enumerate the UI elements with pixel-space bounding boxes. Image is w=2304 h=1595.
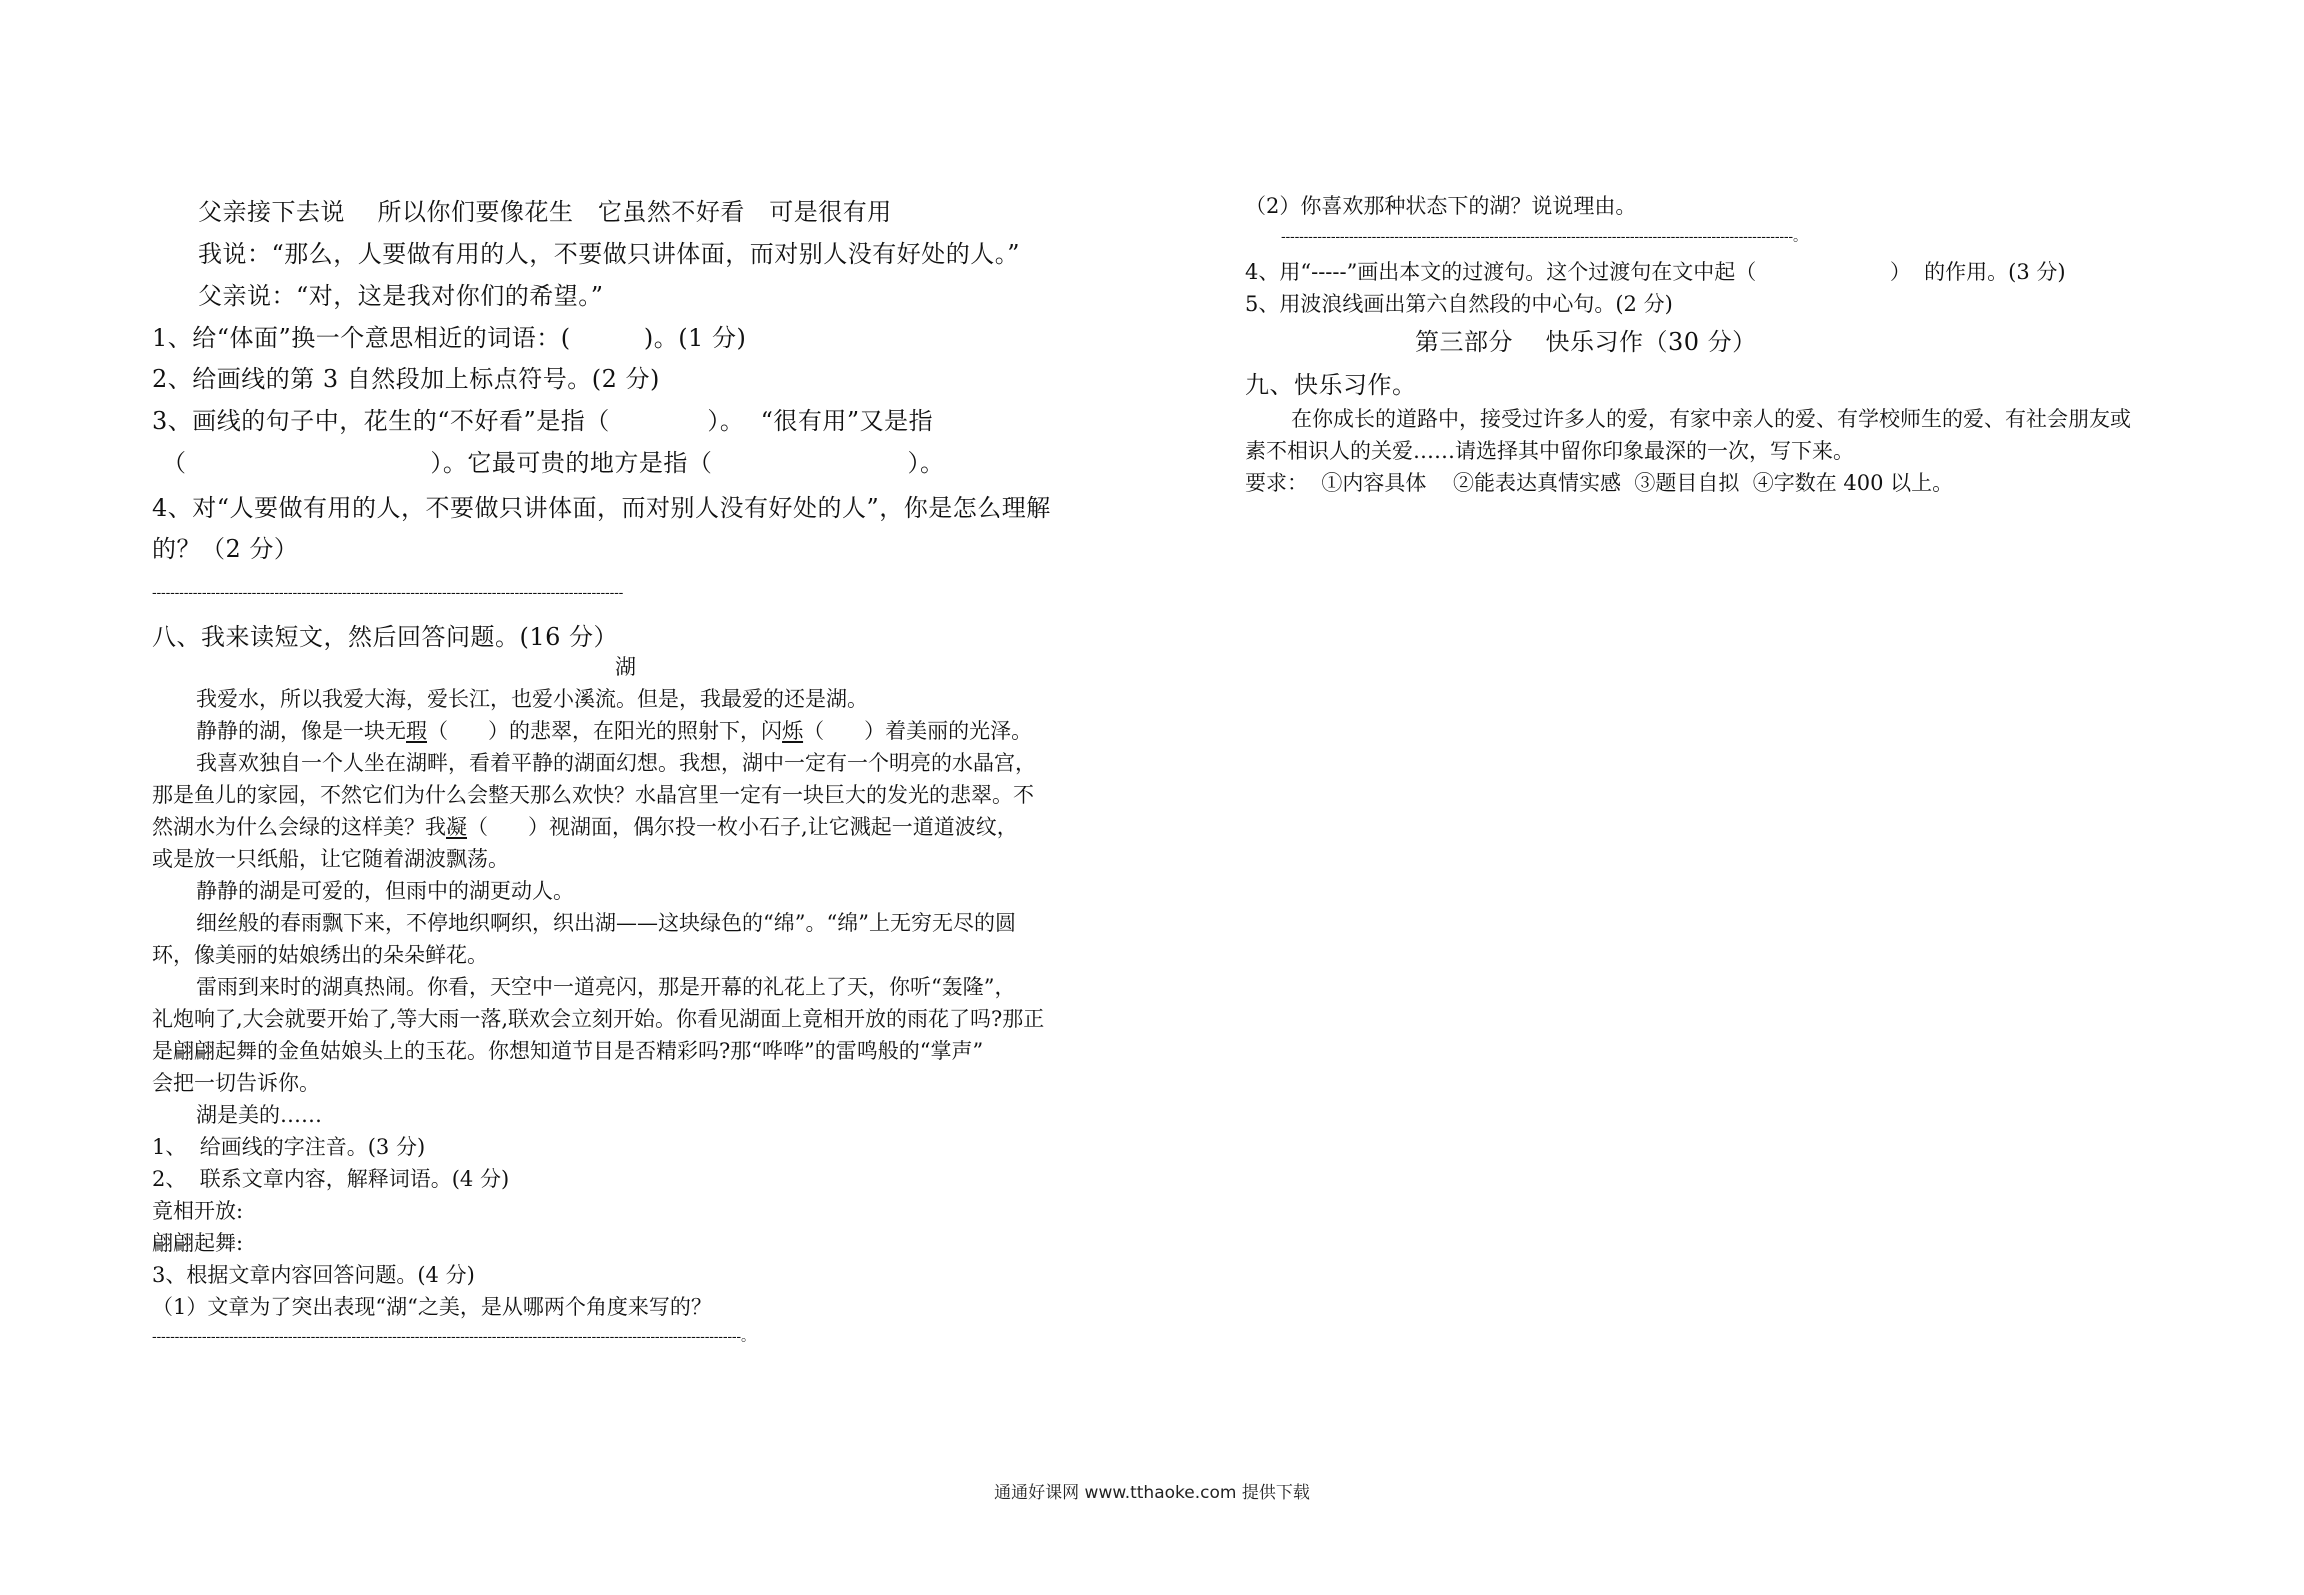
section-8-question-2: 2、 联系文章内容，解释词语。(4 分) [152,1167,510,1191]
underlined-char-shuo: 烁 [782,719,804,743]
underlined-char-ning: 凝 [446,815,467,839]
answer-dash-line-3: -----------------------------------------------------------------------------------------------------------------。 [1281,229,1807,245]
answer-dash-line-1: -------------------------------------------------------------------------------------------------------- [152,585,624,601]
left-column [150,0,1080,1595]
section-8-question-5: 5、用波浪线画出第六自然段的中心句。(2 分) [1245,292,1673,316]
question-a-2: 2、给画线的第 3 自然段加上标点符号。(2 分) [152,365,660,393]
article-paragraph-7: 湖是美的…… [196,1103,322,1127]
passage-line-2: 我说：“那么，人要做有用的人，不要做只讲体面，而对别人没有好处的人。” [198,240,1021,268]
section-8-question-3-1: （1）文章为了突出表现“湖“之美，是从哪两个角度来写的？ [152,1295,712,1319]
article-paragraph-5-line-1: 细丝般的春雨飘下来，不停地织啊织，织出湖——这块绿色的“绵”。“绵”上无穷无尽的圆 [196,911,1016,935]
article-paragraph-3-line-1: 我喜欢独自一个人坐在湖畔，看着平静的湖面幻想。我想，湖中一定有一个明亮的水晶宫， [196,751,1036,775]
article-paragraph-1: 我爱水，所以我爱大海，爱长江，也爱小溪流。但是，我最爱的还是湖。 [196,687,868,711]
article-paragraph-5-line-2: 环，像美丽的姑娘绣出的朵朵鲜花。 [152,943,488,967]
paragraph-3-text-b: （ ）视湖面，偶尔投一枚小石子,让它溅起一道道波纹， [467,815,1018,839]
paragraph-2-text-b: （ ）的悲翠，在阳光的照射下，闪 [427,719,783,743]
article-paragraph-3-line-2: 那是鱼儿的家园，不然它们为什么会整天那么欢快？水晶宫里一定有一块巨大的发光的悲翠。不 [152,783,1034,807]
article-paragraph-6-line-3: 是翩翩起舞的金鱼姑娘头上的玉花。你想知道节目是否精彩吗?那“哗哗”的雷鸣般的“掌声” [152,1039,984,1063]
part-3-title: 第三部分 快乐习作（30 分） [1415,328,1757,356]
page-footer: 通通好课网 www.tthaoke.com 提供下载 [994,1483,1310,1503]
answer-dash-line-2: ----------------------------------------------------------------------------------------------------------------------------------。 [152,1329,755,1345]
section-9-prompt-line-2: 素不相识人的关爱……请选择其中留你印象最深的一次，写下来。 [1245,439,1854,463]
section-9-requirements: 要求： ①内容具体 ②能表达真情实感 ③题目自拟 ④字数在 400 以上。 [1245,471,1954,495]
article-paragraph-4: 静静的湖是可爱的，但雨中的湖更动人。 [196,879,574,903]
question-a-1: 1、给“体面”换一个意思相近的词语：( )。(1 分) [152,324,747,352]
question-a-3: 3、画线的句子中，花生的“不好看”是指（ ）。 “很有用”又是指 [152,407,934,435]
passage-line-1: 父亲接下去说 所以你们要像花生 它虽然不好看 可是很有用 [198,198,892,226]
article-paragraph-3-line-4: 或是放一只纸船，让它随着湖波飘荡。 [152,847,509,871]
section-8-question-2-word-2: 翩翩起舞: [152,1231,244,1255]
article-paragraph-6-line-2: 礼炮响了,大会就要开始了,等大雨一落,联欢会立刻开始。你看见湖面上竟相开放的雨花了吗?那正 [152,1007,1045,1031]
article-title: 湖 [615,655,636,679]
paragraph-2-text-c: （ ）着美丽的光泽。 [803,719,1033,743]
question-a-4: 4、对“人要做有用的人，不要做只讲体面，而对别人没有好处的人”，你是怎么理解 [152,494,1051,522]
paragraph-2-text-a: 静静的湖，像是一块无 [196,719,406,743]
article-paragraph-6-line-1: 雷雨到来时的湖真热闹。你看，天空中一道亮闪，那是开幕的礼花上了天，你听“轰隆”， [196,975,1016,999]
right-column [1245,0,2195,1595]
section-8-question-2-word-1: 竟相开放: [152,1199,244,1223]
underlined-char-xia: 瑕 [406,719,427,743]
article-paragraph-2 [196,721,1032,742]
question-a-3-cont: （ ）。它最可贵的地方是指（ ）。 [162,449,945,477]
section-8-question-3: 3、根据文章内容回答问题。(4 分) [152,1263,475,1287]
section-9-heading: 九、快乐习作。 [1245,371,1417,399]
article-paragraph-6-line-4: 会把一切告诉你。 [152,1071,320,1095]
section-8-question-4: 4、用“-----”画出本文的过渡句。这个过渡句在文中起（ ） 的作用。(3 分) [1245,260,2066,284]
passage-line-3: 父亲说：“对，这是我对你们的希望。” [198,282,604,310]
section-9-prompt-line-1: 在你成长的道路中，接受过许多人的爱，有家中亲人的爱、有学校师生的爱、有社会朋友或 [1291,407,2131,431]
section-8-heading: 八、我来读短文，然后回答问题。(16 分） [152,623,619,651]
article-paragraph-3-line-3 [152,817,1018,838]
section-8-question-1: 1、 给画线的字注音。(3 分) [152,1135,426,1159]
paragraph-3-text-a: 然湖水为什么会绿的这样美？我 [152,815,446,839]
question-a-4-cont: 的？（2 分） [152,535,299,563]
section-8-question-3-2: （2）你喜欢那种状态下的湖？说说理由。 [1245,194,1637,218]
